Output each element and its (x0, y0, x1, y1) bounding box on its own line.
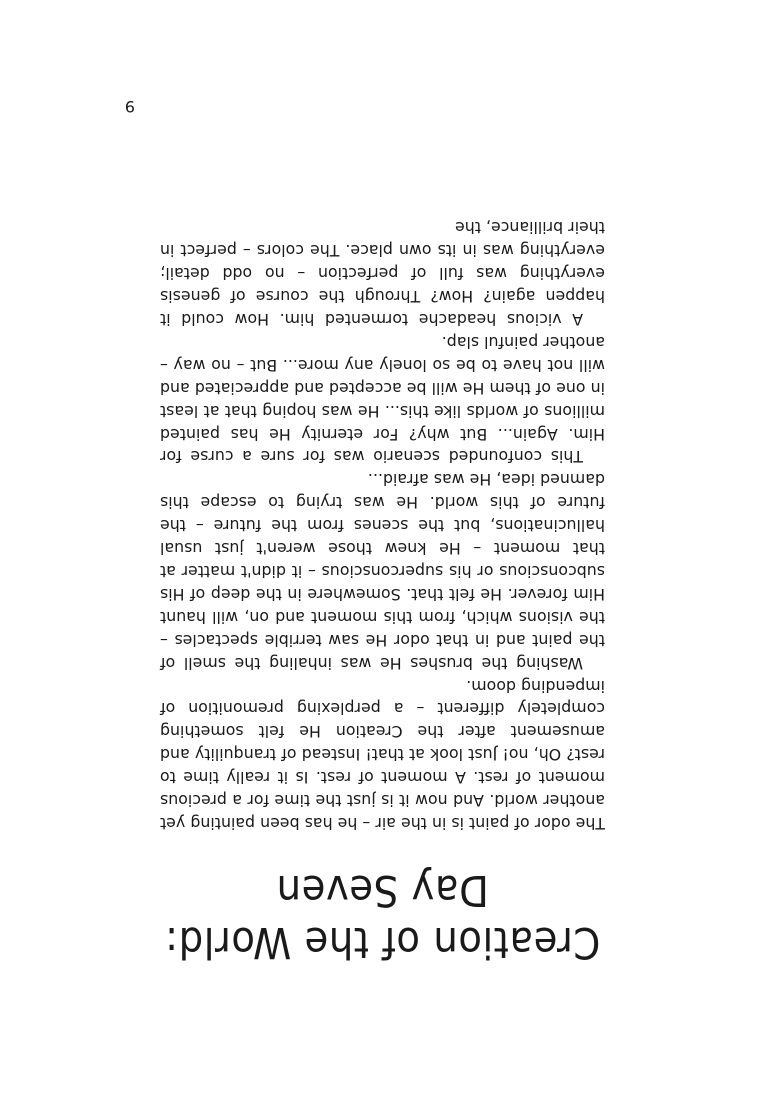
chapter-body (160, 216, 605, 834)
chapter-title-line-2: Day Seven (276, 865, 489, 915)
chapter-title (0, 864, 765, 968)
page-number: 9 (124, 97, 135, 116)
paragraph-4: A vicious headache tormented him. How could it happen again? How? Through the course of genesis everything was full of perfection – no odd detail; everything was in its own place. The colors – perfect in their brilliance, the (160, 218, 605, 330)
paragraph-2: Washing the brushes He was inhaling the smell of the paint and in that odor He saw terrible spectacles – the visions which, from this moment and on, will haunt Him forever. He felt that. Somewhere in the deep of His subconscious or his superconscious – it didn't matter at that moment – He knew those weren't just usual hallucinations, but the scenes from the future – the future of this world. He was trying to escape this damned idea, He was afraid... (160, 470, 605, 673)
paragraph-3: This confounded scenario was for sure a curse for Him. Again... But why? For eternity He has painted millions of worlds like this... He was hoping that at least in one of them He will be accepted and appreciated and will not have to be so lonely any more... But – no way – another painful slap. (160, 332, 605, 467)
chapter-title-line-1: Creation of the World: (164, 917, 601, 967)
paragraph-1: The odor of paint is in the air – he has been painting yet another world. And now it is just the time for a precious moment of rest. A moment of rest. Is it really time to rest? Oh, no! Just look at that! Instead of tranquility and amusement after the Creation He felt something completely different – a perplexing premonition of impending doom. (160, 676, 605, 833)
